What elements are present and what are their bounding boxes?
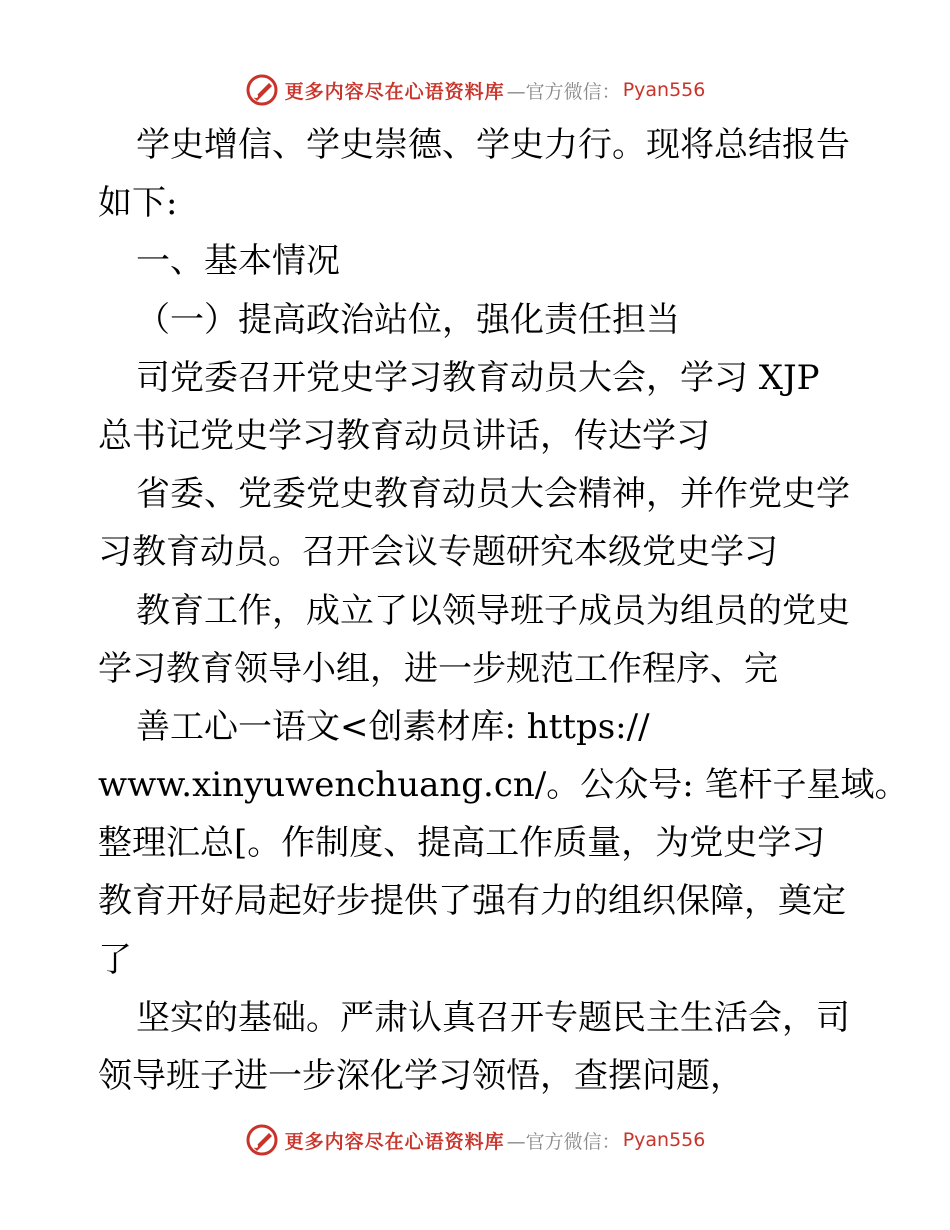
text-line: 省委、党委党史教育动员大会精神，并作党史学 — [136, 474, 850, 515]
subsection-heading: （一）提高政治站位，强化责任担当 — [136, 299, 680, 340]
text-line: 教育工作，成立了以领导班子成员为组员的党史 — [136, 590, 850, 631]
watermark-brand: 更多内容尽在心语资料库 — [284, 80, 505, 103]
watermark-brand: 更多内容尽在心语资料库 — [284, 1130, 505, 1153]
text-line: 教育开好局起好步提供了强有力的组织保障，奠定 — [98, 881, 846, 922]
watermark-wechat-id: Pyan556 — [622, 1129, 706, 1151]
document-body — [98, 116, 909, 1105]
text-line: 学史增信、学史崇德、学史力行。现将总结报告 — [136, 125, 850, 165]
text-line: 整理汇总[。作制度、提高工作质量，为党史学习 — [98, 823, 826, 864]
header-watermark — [0, 70, 950, 110]
pen-logo-icon — [245, 1123, 279, 1157]
text-line: 习教育动员。召开会议专题研究本级党史学习 — [98, 532, 778, 573]
watermark-wechat-id: Pyan556 — [622, 79, 706, 101]
text-line: 坚实的基础。严肃认真召开专题民主生活会，司 — [136, 997, 850, 1038]
footer-watermark — [0, 1120, 950, 1160]
text-line: 总书记党史学习教育动员讲话，传达学习 — [98, 415, 710, 456]
text-line: 善工心一语文<创素材库: https:// — [136, 706, 650, 747]
text-line: 了 — [98, 939, 132, 980]
text-line: 学习教育领导小组，进一步规范工作程序、完 — [98, 648, 778, 689]
watermark-text: —官方微信： — [506, 80, 621, 103]
text-line: www.xinyuwenchuang.cn/。公众号: 笔杆子星域。 — [98, 765, 909, 806]
text-line: 领导班子进一步深化学习领悟，查摆问题， — [98, 1056, 744, 1096]
pen-logo-icon — [245, 73, 279, 107]
watermark-text: —官方微信： — [506, 1130, 621, 1153]
section-heading: 一、基本情况 — [136, 241, 340, 282]
text-line: 司党委召开党史学习教育动员大会，学习 XJP — [136, 357, 820, 398]
text-line: 如下: — [98, 183, 178, 224]
